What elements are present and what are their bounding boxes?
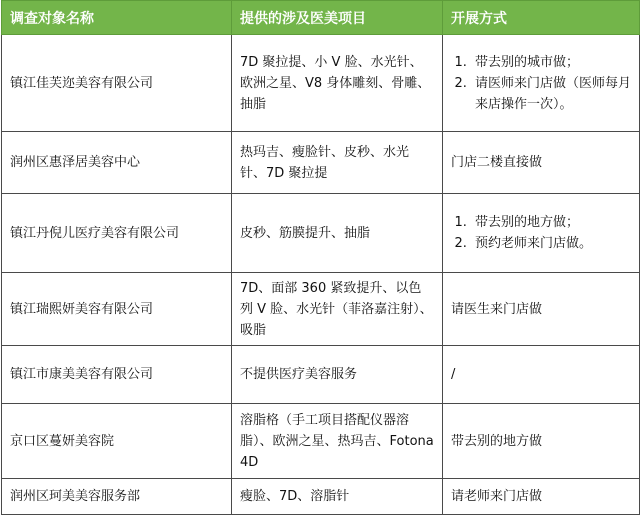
- table-row: [2, 404, 640, 479]
- table-row: [2, 346, 640, 404]
- table-row: [2, 273, 640, 346]
- table-row: [2, 194, 640, 273]
- header-survey-name: 调查对象名称: [2, 1, 232, 35]
- projects-cell: 不提供医疗美容服务: [232, 346, 443, 404]
- company-name-cell: 镇江市康美美容有限公司: [2, 346, 232, 404]
- projects-cell: 瘦脸、7D、溶脂针: [232, 479, 443, 515]
- header-projects: 提供的涉及医美项目: [232, 1, 443, 35]
- company-name-cell: 镇江丹倪儿医疗美容有限公司: [2, 194, 232, 273]
- company-name-cell: 润州区惠泽居美容中心: [2, 132, 232, 194]
- method-cell: [443, 35, 640, 132]
- header-method: 开展方式: [443, 1, 640, 35]
- method-cell: [443, 194, 640, 273]
- method-cell: 请老师来门店做: [443, 479, 640, 515]
- method-list-item: 2. 请医师来门店做（医师每月来店操作一次）。: [471, 73, 631, 115]
- method-cell: 带去别的地方做: [443, 404, 640, 479]
- method-cell: /: [443, 346, 640, 404]
- company-name-cell: 镇江佳芙迩美容有限公司: [2, 35, 232, 132]
- method-list: [451, 52, 631, 115]
- method-list: [451, 212, 631, 254]
- projects-cell: 7D、面部 360 紧致提升、以色列 V 脸、水光针（菲洛嘉注射）、吸脂: [232, 273, 443, 346]
- method-list-item: 1. 带去别的地方做；: [471, 212, 631, 233]
- table-header-row: [2, 1, 640, 35]
- method-list-item: 2. 预约老师来门店做。: [471, 233, 631, 254]
- table-row: [2, 479, 640, 515]
- table-row: [2, 35, 640, 132]
- projects-cell: 7D 聚拉提、小 V 脸、水光针、欧洲之星、V8 身体雕刻、骨雕、抽脂: [232, 35, 443, 132]
- company-name-cell: 镇江瑞熙妍美容有限公司: [2, 273, 232, 346]
- projects-cell: 溶脂格（手工项目搭配仪器溶脂）、欧洲之星、热玛吉、Fotona 4D: [232, 404, 443, 479]
- survey-table: [1, 0, 640, 515]
- method-cell: 门店二楼直接做: [443, 132, 640, 194]
- projects-cell: 热玛吉、瘦脸针、皮秒、水光针、7D 聚拉提: [232, 132, 443, 194]
- company-name-cell: 润州区珂美美容服务部: [2, 479, 232, 515]
- table-row: [2, 132, 640, 194]
- projects-cell: 皮秒、筋膜提升、抽脂: [232, 194, 443, 273]
- method-cell: 请医生来门店做: [443, 273, 640, 346]
- company-name-cell: 京口区蔓妍美容院: [2, 404, 232, 479]
- method-list-item: 1. 带去别的城市做；: [471, 52, 631, 73]
